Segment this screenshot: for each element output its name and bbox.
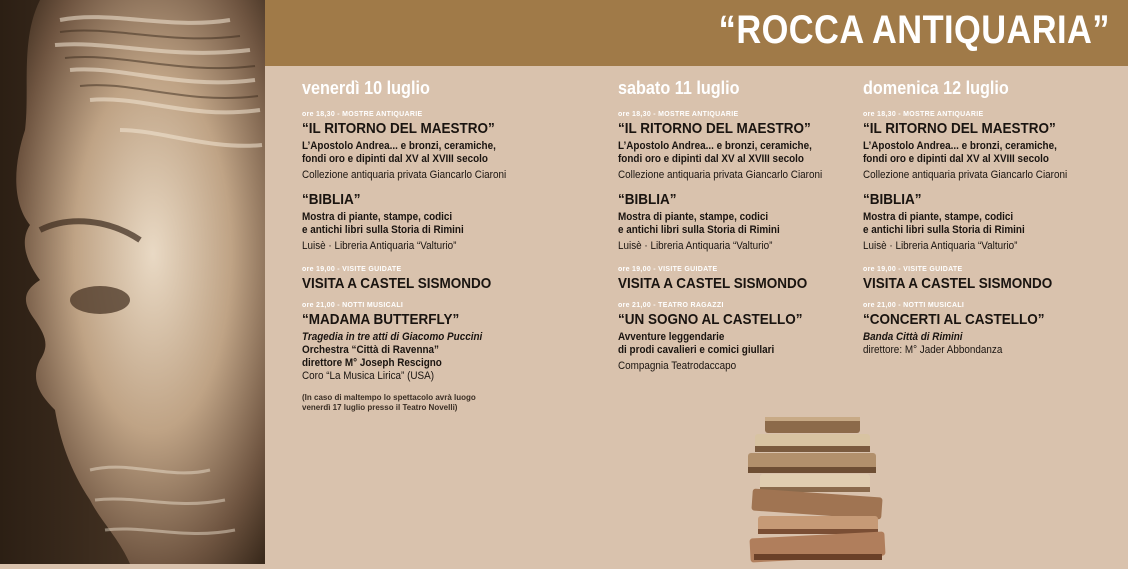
event-time: ore 18,30 - MOSTRE ANTIQUARIE — [302, 111, 423, 118]
event-time: ore 18,30 - MOSTRE ANTIQUARIE — [618, 111, 739, 118]
event-title: VISITA A CASTEL SISMONDO — [863, 275, 1053, 292]
event-organizer: Collezione antiquaria privata Giancarlo Ciaroni — [618, 169, 823, 181]
event-time: ore 18,30 - MOSTRE ANTIQUARIE — [863, 111, 984, 118]
event-time: ore 19,00 - VISITE GUIDATE — [302, 266, 402, 273]
event-description: e antichi libri sulla Storia di Rimini — [302, 224, 464, 236]
day-heading: domenica 12 luglio — [863, 78, 1009, 98]
event-title: “MADAMA BUTTERFLY” — [302, 311, 460, 328]
event-title: “IL RITORNO DEL MAESTRO” — [302, 120, 495, 137]
day-heading: venerdì 10 luglio — [302, 78, 430, 98]
event-organizer: Compagnia Teatrodaccapo — [618, 360, 737, 372]
event-description: L’Apostolo Andrea... e bronzi, ceramiche, — [302, 140, 496, 152]
event-description: Orchestra “Città di Ravenna” — [302, 344, 439, 356]
event-organizer: Luisè · Libreria Antiquaria “Valturio” — [618, 240, 773, 252]
event-organizer: Luisè · Libreria Antiquaria “Valturio” — [302, 240, 457, 252]
event-description: Coro “La Musica Lirica” (USA) — [302, 370, 435, 382]
event-description: Banda Città di Rimini — [863, 331, 963, 343]
event-description: Mostra di piante, stampe, codici — [863, 211, 1014, 223]
header-bar — [265, 0, 1128, 66]
event-title: “CONCERTI AL CASTELLO” — [863, 311, 1045, 328]
event-organizer: Collezione antiquaria privata Giancarlo Ciaroni — [302, 169, 507, 181]
event-description: Avventure leggendarie — [618, 331, 725, 343]
event-description: Tragedia in tre atti di Giacomo Puccini — [302, 331, 483, 343]
event-description: direttore M° Joseph Rescigno — [302, 357, 442, 369]
event-title: “IL RITORNO DEL MAESTRO” — [863, 120, 1056, 137]
event-title: “BIBLIA” — [302, 191, 361, 208]
event-description: e antichi libri sulla Storia di Rimini — [618, 224, 780, 236]
event-description: di prodi cavalieri e comici giullari — [618, 344, 775, 356]
event-description: Mostra di piante, stampe, codici — [302, 211, 453, 223]
event-organizer: Collezione antiquaria privata Giancarlo Ciaroni — [863, 169, 1068, 181]
event-description: fondi oro e dipinti dal XV al XVIII secolo — [618, 153, 804, 165]
event-time: ore 19,00 - VISITE GUIDATE — [618, 266, 718, 273]
event-title: “BIBLIA” — [863, 191, 922, 208]
event-description: e antichi libri sulla Storia di Rimini — [863, 224, 1025, 236]
event-description: Mostra di piante, stampe, codici — [618, 211, 769, 223]
sculpture-head-photo — [0, 0, 265, 564]
page-title: “ROCCA ANTIQUARIA” — [718, 8, 1110, 52]
event-time: ore 21,00 - NOTTI MUSICALI — [863, 302, 965, 309]
event-time: ore 19,00 - VISITE GUIDATE — [863, 266, 963, 273]
event-time: ore 21,00 - NOTTI MUSICALI — [302, 302, 404, 309]
day-heading: sabato 11 luglio — [618, 78, 740, 98]
event-description: fondi oro e dipinti dal XV al XVIII secolo — [863, 153, 1049, 165]
event-time: ore 21,00 - TEATRO RAGAZZI — [618, 302, 724, 309]
event-description: fondi oro e dipinti dal XV al XVIII secolo — [302, 153, 488, 165]
event-title: “UN SOGNO AL CASTELLO” — [618, 311, 803, 328]
day-column-saturday — [618, 78, 848, 373]
event-title: VISITA A CASTEL SISMONDO — [618, 275, 808, 292]
event-description: direttore: M° Jader Abbondanza — [863, 344, 1003, 356]
event-title: “BIBLIA” — [618, 191, 677, 208]
day-column-sunday — [863, 78, 1113, 357]
event-description: L’Apostolo Andrea... e bronzi, ceramiche, — [863, 140, 1057, 152]
event-description: L’Apostolo Andrea... e bronzi, ceramiche, — [618, 140, 812, 152]
event-note: (In caso di maltempo lo spettacolo avrà luogo — [302, 393, 476, 402]
antique-books-photo — [740, 412, 900, 564]
event-note: venerdì 17 luglio presso il Teatro Novelli) — [302, 403, 458, 412]
day-column-friday — [302, 78, 602, 413]
event-title: “IL RITORNO DEL MAESTRO” — [618, 120, 811, 137]
event-organizer: Luisè · Libreria Antiquaria “Valturio” — [863, 240, 1018, 252]
event-title: VISITA A CASTEL SISMONDO — [302, 275, 492, 292]
